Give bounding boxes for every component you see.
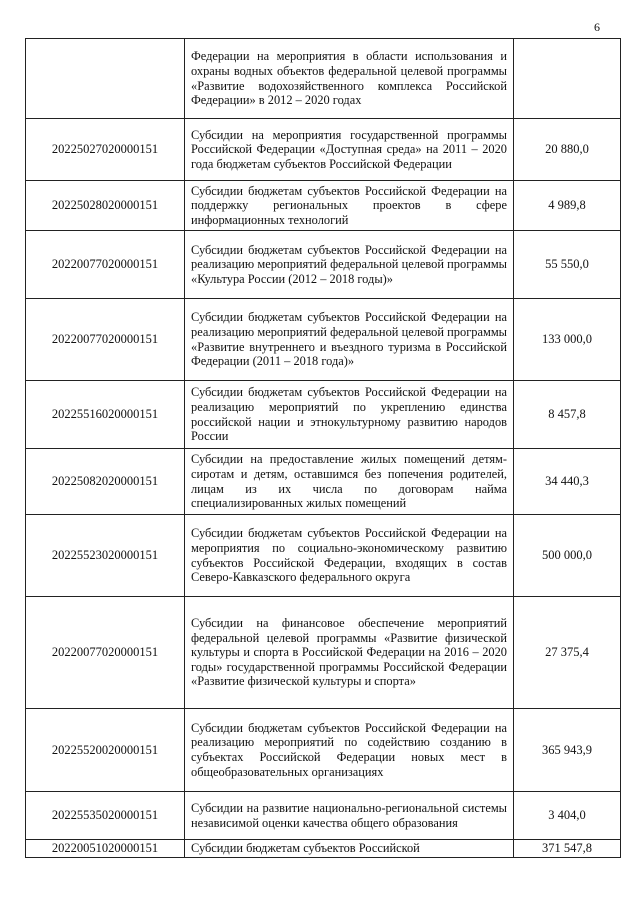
table-row: [26, 231, 621, 299]
description-cell: Субсидии бюджетам субъектов Российской Федерации на реализацию мероприятий федеральной целевой программы «Культура России (2012 – 2018 годы)»: [185, 231, 514, 299]
amount-cell: 133 000,0: [514, 299, 621, 381]
budget-code-cell: 20220077020000151: [26, 299, 185, 381]
budget-code-cell: 20225535020000151: [26, 792, 185, 840]
amount-cell: 34 440,3: [514, 449, 621, 515]
amount-cell: 20 880,0: [514, 119, 621, 181]
amount-cell: 371 547,8: [514, 840, 621, 858]
budget-code-cell: 20225516020000151: [26, 381, 185, 449]
table-row: [26, 597, 621, 709]
table-row: [26, 840, 621, 858]
amount-cell: 4 989,8: [514, 181, 621, 231]
budget-code-cell: [26, 39, 185, 119]
table-row: [26, 181, 621, 231]
budget-code-cell: 20225523020000151: [26, 515, 185, 597]
table-row: [26, 39, 621, 119]
description-cell: Субсидии бюджетам субъектов Российской Федерации на реализацию мероприятий федеральной целевой программы «Развитие внутреннего и въездного туризма в Российской Федерации (2011 – 2018 года)»: [185, 299, 514, 381]
table-row: [26, 119, 621, 181]
budget-code-cell: 20220077020000151: [26, 231, 185, 299]
page-number: 6: [594, 20, 600, 34]
budget-code-cell: 20225520020000151: [26, 709, 185, 792]
amount-cell: 500 000,0: [514, 515, 621, 597]
description-cell: Субсидии на предоставление жилых помещений детям-сиротам и детям, оставшимся без попечения родителей, лицам из их числа по договорам найма специализированных жилых помещений: [185, 449, 514, 515]
description-cell: Федерации на мероприятия в области использования и охраны водных объектов федеральной целевой программы «Развитие водохозяйственного комплекса Российской Федерации» в 2012 – 2020 годах: [185, 39, 514, 119]
table-row: [26, 709, 621, 792]
budget-table: [25, 38, 621, 858]
table-row: [26, 792, 621, 840]
description-cell: Субсидии бюджетам субъектов Российской: [185, 840, 514, 858]
table-row: [26, 449, 621, 515]
description-cell: Субсидии на мероприятия государственной программы Российской Федерации «Доступная среда» на 2011 – 2020 года бюджетам субъектов Российской Федерации: [185, 119, 514, 181]
description-cell: Субсидии бюджетам субъектов Российской Федерации на реализацию мероприятий по содействию созданию в субъектах Российской Федерации новых мест в общеобразовательных организациях: [185, 709, 514, 792]
table-row: [26, 515, 621, 597]
description-cell: Субсидии на развитие национально-региональной системы независимой оценки качества общего образования: [185, 792, 514, 840]
description-cell: Субсидии бюджетам субъектов Российской Федерации на мероприятия по социально-экономическому развитию субъектов Российской Федерации, входящих в состав Северо-Кавказского федерального округа: [185, 515, 514, 597]
budget-code-cell: 20220051020000151: [26, 840, 185, 858]
description-cell: Субсидии бюджетам субъектов Российской Федерации на реализацию мероприятий по укреплению единства российской нации и этнокультурному развитию народов России: [185, 381, 514, 449]
description-cell: Субсидии бюджетам субъектов Российской Федерации на поддержку региональных проектов в сфере информационных технологий: [185, 181, 514, 231]
amount-cell: 27 375,4: [514, 597, 621, 709]
amount-cell: 365 943,9: [514, 709, 621, 792]
amount-cell: 55 550,0: [514, 231, 621, 299]
budget-code-cell: 20225082020000151: [26, 449, 185, 515]
description-cell: Субсидии на финансовое обеспечение мероприятий федеральной целевой программы «Развитие физической культуры и спорта в Российской Федерации на 2016 – 2020 годы» государственной программы Российской Федерации «Развитие физической культуры и спорта»: [185, 597, 514, 709]
table-row: [26, 299, 621, 381]
budget-code-cell: 20225027020000151: [26, 119, 185, 181]
amount-cell: 8 457,8: [514, 381, 621, 449]
budget-code-cell: 20225028020000151: [26, 181, 185, 231]
amount-cell: [514, 39, 621, 119]
table-row: [26, 381, 621, 449]
budget-code-cell: 20220077020000151: [26, 597, 185, 709]
amount-cell: 3 404,0: [514, 792, 621, 840]
